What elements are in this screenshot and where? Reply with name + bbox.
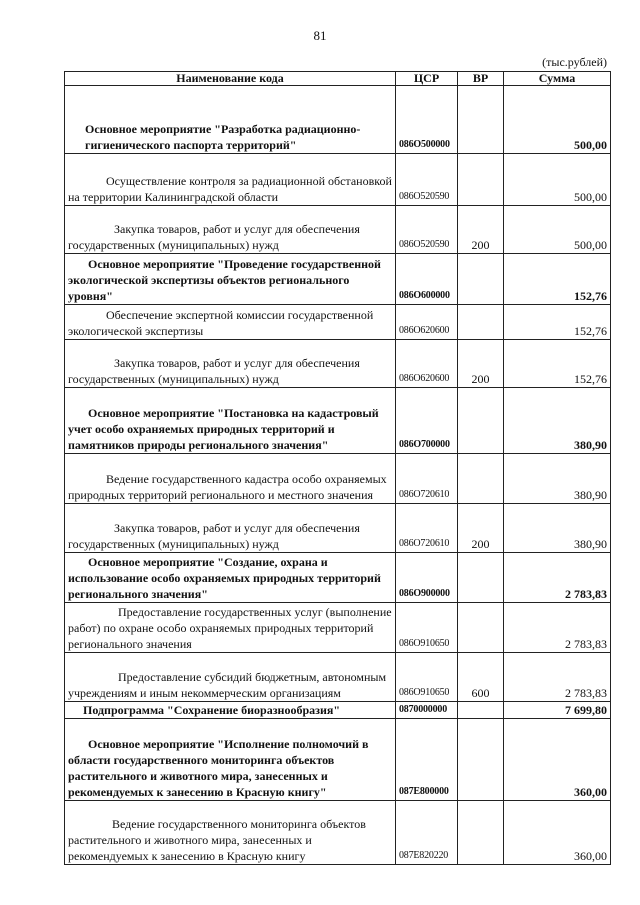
row-vr (458, 719, 504, 801)
header-vr: ВР (458, 72, 504, 86)
row-sum: 2 783,83 (504, 553, 611, 603)
row-vr (458, 388, 504, 454)
row-sum: 152,76 (504, 340, 611, 388)
row-vr: 600 (458, 653, 504, 702)
row-sum: 500,00 (504, 206, 611, 254)
row-csr: 086О500000 (396, 86, 458, 154)
row-csr: 086О910650 (396, 603, 458, 653)
table-row (65, 206, 611, 254)
table-row (65, 154, 611, 206)
row-name: Осуществление контроля за радиационной обстановкой на территории Калининградской области (65, 154, 396, 206)
row-vr (458, 553, 504, 603)
row-name: Ведение государственного кадастра особо охраняемых природных территорий регионального и местного значения (65, 454, 396, 504)
table-row (65, 86, 611, 154)
row-csr: 086О900000 (396, 553, 458, 603)
row-vr: 200 (458, 504, 504, 553)
row-sum: 152,76 (504, 305, 611, 340)
row-sum: 360,00 (504, 719, 611, 801)
header-name: Наименование кода (65, 72, 396, 86)
row-sum: 380,90 (504, 388, 611, 454)
row-name: Основное мероприятие "Проведение государственной экологической экспертизы объектов регионального уровня" (65, 254, 396, 305)
row-name: Основное мероприятие "Исполнение полномочий в области государственного мониторинга объектов растительного и животного мира, занесенных и рекомендуемых к занесению в Красную книгу" (65, 719, 396, 801)
row-csr: 087Е800000 (396, 719, 458, 801)
row-name: Закупка товаров, работ и услуг для обеспечения государственных (муниципальных) нужд (65, 206, 396, 254)
row-vr (458, 254, 504, 305)
row-sum: 152,76 (504, 254, 611, 305)
row-name: Закупка товаров, работ и услуг для обеспечения государственных (муниципальных) нужд (65, 504, 396, 553)
row-name: Основное мероприятие "Создание, охрана и использование особо охраняемых природных территорий регионального значения" (65, 553, 396, 603)
row-sum: 380,90 (504, 504, 611, 553)
row-vr (458, 86, 504, 154)
row-sum: 500,00 (504, 86, 611, 154)
row-vr: 200 (458, 206, 504, 254)
table-row (65, 504, 611, 553)
page-number: 81 (313, 28, 327, 43)
row-sum: 7 699,80 (504, 702, 611, 719)
row-name: Обеспечение экспертной комиссии государственной экологической экспертизы (65, 305, 396, 340)
row-name: Закупка товаров, работ и услуг для обеспечения государственных (муниципальных) нужд (65, 340, 396, 388)
table-row (65, 719, 611, 801)
table-row (65, 801, 611, 865)
table-row (65, 340, 611, 388)
row-vr (458, 801, 504, 865)
row-sum: 360,00 (504, 801, 611, 865)
budget-table (64, 71, 611, 865)
table-row (65, 305, 611, 340)
table-row (65, 603, 611, 653)
table-header-row (65, 72, 611, 86)
header-csr: ЦСР (396, 72, 458, 86)
row-sum: 380,90 (504, 454, 611, 504)
row-csr: 086О720610 (396, 504, 458, 553)
row-name: Основное мероприятие "Разработка радиационно-гигиенического паспорта территорий" (65, 86, 396, 154)
row-csr: 086О700000 (396, 388, 458, 454)
row-sum: 2 783,83 (504, 603, 611, 653)
table-row (65, 702, 611, 719)
row-csr: 086О620600 (396, 305, 458, 340)
row-csr: 086О620600 (396, 340, 458, 388)
row-vr: 200 (458, 340, 504, 388)
row-vr (458, 454, 504, 504)
row-name: Ведение государственного мониторинга объектов растительного и животного мира, занесенных и рекомендуемых к занесению в Красную книгу (65, 801, 396, 865)
row-csr: 086О520590 (396, 206, 458, 254)
table-row (65, 653, 611, 702)
row-csr: 086О600000 (396, 254, 458, 305)
row-vr (458, 305, 504, 340)
row-csr: 086О720610 (396, 454, 458, 504)
row-csr: 086О520590 (396, 154, 458, 206)
row-name: Предоставление субсидий бюджетным, автономным учреждениям и иным некоммерческим организациям (65, 653, 396, 702)
row-csr: 087Е820220 (396, 801, 458, 865)
table-row (65, 553, 611, 603)
units-label: (тыс.рублей) (542, 55, 607, 69)
row-name: Предоставление государственных услуг (выполнение работ) по охране особо охраняемых природных территорий регионального значения (65, 603, 396, 653)
row-csr: 0870000000 (396, 702, 458, 719)
row-sum: 2 783,83 (504, 653, 611, 702)
table-row (65, 388, 611, 454)
row-vr (458, 603, 504, 653)
table-row (65, 254, 611, 305)
row-csr: 086О910650 (396, 653, 458, 702)
row-name: Подпрограмма "Сохранение биоразнообразия" (65, 702, 396, 719)
row-name: Основное мероприятие "Постановка на кадастровый учет особо охраняемых природных территорий и памятников природы регионального значения" (65, 388, 396, 454)
row-vr (458, 702, 504, 719)
header-sum: Сумма (504, 72, 611, 86)
row-sum: 500,00 (504, 154, 611, 206)
table-row (65, 454, 611, 504)
row-vr (458, 154, 504, 206)
